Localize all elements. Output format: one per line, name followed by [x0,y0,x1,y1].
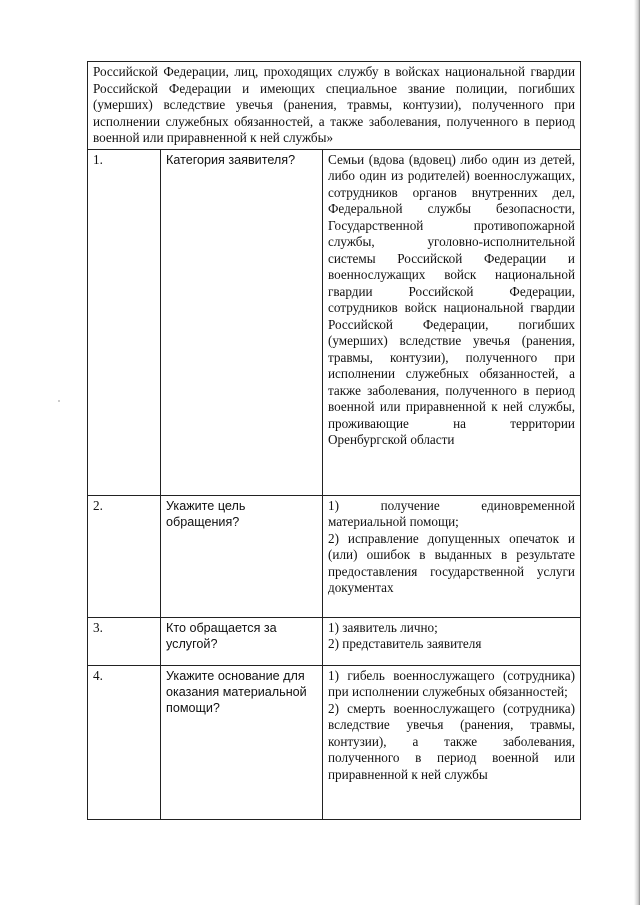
scan-edge-shadow [634,0,640,905]
service-questions-table [87,61,581,820]
row-number: 2. [88,495,161,617]
row-number: 1. [88,149,161,495]
header-row [88,62,581,150]
table-row [88,665,581,819]
table-row [88,149,581,495]
question-cell: Категория заявителя? [161,149,323,495]
scan-speck [58,400,60,402]
question-cell: Кто обращается за услугой? [161,617,323,665]
table-row [88,617,581,665]
answer-option: 2) смерть военнослужащего (сотрудника) вследствие увечья (ранения, травмы, контузии), а также заболевания, полученного в период военной или приравненной к ней службы [328,700,575,782]
header-cell: Российской Федерации, лиц, проходящих службу в войсках национальной гвардии Российской Федерации и имеющих специальное звание полиции, погибших (умерших) вследствие увечья (ранения, травмы, контузии), полученного при исполнении служебных обязанностей, а также заболевания, полученного в период военной или приравненной к ней службы» [88,62,581,150]
answer-option: 2) представитель заявителя [328,636,482,651]
answer-cell [323,617,581,665]
answer-cell [323,149,581,495]
row-number: 3. [88,617,161,665]
table-row [88,495,581,617]
answer-option: 1) гибель военнослужащего (сотрудника) при исполнении служебных обязанностей; [328,667,575,699]
question-cell: Укажите основание для оказания материальной помощи? [161,665,323,819]
answer-option: Семьи (вдова (вдовец) либо один из детей, либо один из родителей) военнослужащих, сотрудников органов внутренних дел, Федеральной службы безопасности, Государственной противопожарной службы, уголовно-исполнительной системы Российской Федерации и военнослужащих войск национальной гвардии Российской Федерации, сотрудников войск национальной гвардии Российской Федерации, погибших (умерших) вследствие увечья (ранения, травмы, контузии), полученного при исполнении служебных обязанностей, а также заболевания, полученного в период военной или приравненной к ней службы, проживающие на территории Оренбургской области [328,151,575,447]
answer-cell [323,665,581,819]
row-number: 4. [88,665,161,819]
answer-cell [323,495,581,617]
answer-option: 1) заявитель лично; [328,619,438,635]
answer-option: 2) исправление допущенных опечаток и (или) ошибок в выданных в результате предоставления государственной услуги документах [328,530,575,595]
answer-option: 1) получение единовременной материальной помощи; [328,497,575,529]
question-cell: Укажите цель обращения? [161,495,323,617]
